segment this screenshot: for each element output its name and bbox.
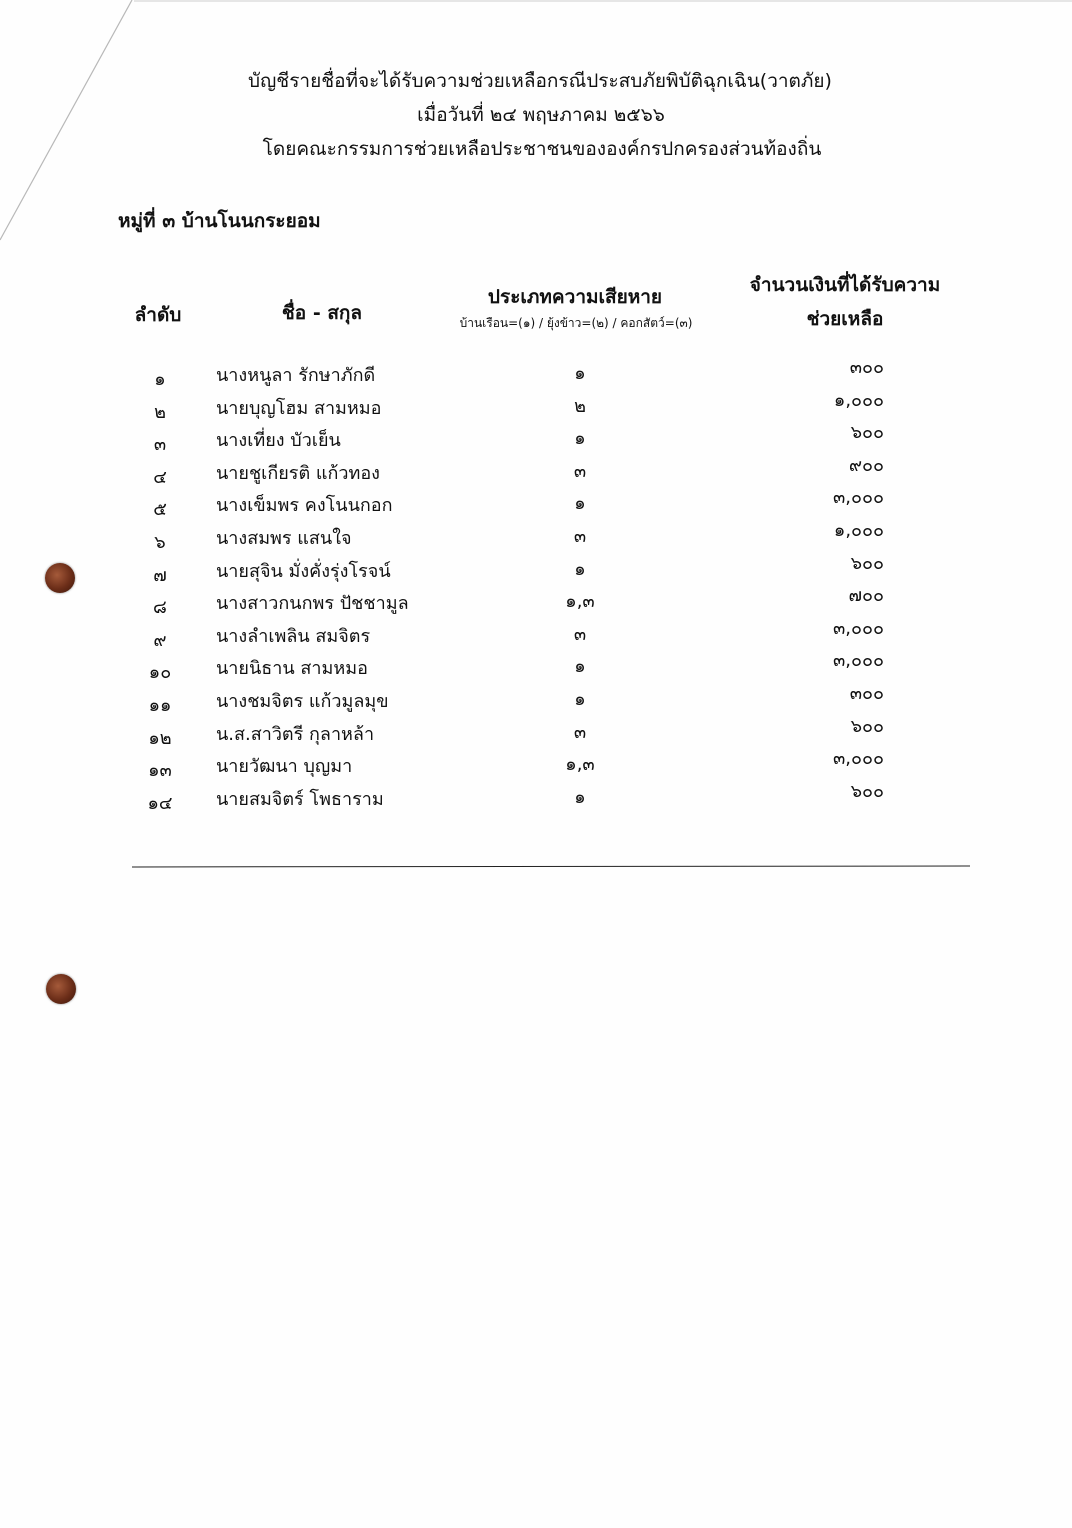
table-row — [0, 423, 1072, 456]
row-name: นายสมจิตร์ โพธาราม — [216, 788, 384, 810]
row-index: ๗ — [153, 564, 167, 586]
table-row — [0, 391, 1072, 424]
table-row — [0, 521, 1072, 554]
row-amount: ๖๐๐ — [850, 715, 884, 737]
header-damage-type-legend: บ้านเรือน=(๑) / ยุ้งข้าว=(๒) / คอกสัตว์=(๓) — [459, 316, 693, 330]
row-index: ๑๓ — [148, 760, 172, 782]
table-row — [0, 586, 1072, 619]
row-index: ๖ — [154, 531, 166, 553]
row-damage-type: ๓ — [573, 721, 587, 743]
row-damage-type: ๑,๓ — [565, 591, 595, 613]
row-name: นายสุจิน มั่งคั่งรุ่งโรจน์ — [216, 560, 391, 582]
row-amount: ๓,๐๐๐ — [833, 748, 884, 770]
row-index: ๘ — [153, 597, 167, 619]
row-index: ๔ — [153, 466, 167, 488]
row-index: ๑๑ — [148, 694, 172, 716]
row-damage-type: ๑ — [574, 428, 586, 450]
row-name: นายบุญโฮม สามหมอ — [216, 397, 382, 419]
header-name: ชื่อ - สกุล — [281, 302, 363, 324]
row-amount: ๓๐๐ — [849, 682, 884, 704]
header-index: ลำดับ — [134, 304, 182, 326]
row-amount: ๖๐๐ — [850, 422, 884, 444]
row-damage-type: ๑ — [574, 786, 586, 808]
table-row — [0, 488, 1072, 521]
row-amount: ๓,๐๐๐ — [833, 617, 884, 639]
table-row — [0, 684, 1072, 717]
row-index: ๑๔ — [147, 792, 173, 814]
header-amount-line-2: ช่วยเหลือ — [806, 308, 884, 330]
table-row — [0, 782, 1072, 815]
row-index: ๑๒ — [148, 727, 172, 749]
row-damage-type: ๑ — [574, 688, 586, 710]
row-name: นางเที่ยง บัวเย็น — [216, 430, 341, 452]
table-row — [0, 456, 1072, 489]
row-amount: ๖๐๐ — [850, 780, 884, 802]
row-damage-type: ๓ — [573, 525, 587, 547]
row-damage-type: ๑ — [574, 363, 586, 384]
row-index: ๓ — [153, 434, 167, 456]
row-name: นางสาวกนกพร ปัชชามูล — [216, 593, 409, 615]
row-name: นายชูเกียรติ แก้วทอง — [216, 462, 380, 484]
row-amount: ๗๐๐ — [848, 585, 884, 607]
row-name: นางชมจิตร แก้วมูลมุข — [216, 690, 389, 712]
row-index: ๙ — [153, 629, 167, 651]
row-amount: ๙๐๐ — [848, 454, 884, 476]
row-index: ๑๐ — [148, 662, 172, 684]
punch-hole-bottom — [46, 974, 76, 1004]
row-index: ๒ — [154, 401, 166, 423]
table-row — [0, 358, 1072, 391]
row-damage-type: ๑,๓ — [565, 754, 595, 776]
table-row — [0, 717, 1072, 750]
row-damage-type: ๒ — [574, 395, 586, 417]
document-title — [0, 64, 1072, 166]
recipient-table — [0, 358, 1072, 814]
table-row — [0, 749, 1072, 782]
row-name: นางลำเพลิน สมจิตร — [216, 625, 371, 647]
row-name: นางหนูลา รักษาภักดี — [216, 365, 376, 386]
row-damage-type: ๑ — [574, 656, 586, 678]
header-damage-type: ประเภทความเสียหาย — [487, 286, 663, 308]
table-row — [0, 554, 1072, 587]
row-name: นายนิธาน สามหมอ — [216, 658, 368, 680]
row-damage-type: ๓ — [573, 460, 587, 482]
row-amount: ๖๐๐ — [850, 552, 884, 574]
row-index: ๕ — [153, 499, 167, 521]
row-name: นางสมพร แสนใจ — [216, 527, 352, 549]
row-amount: ๑,๐๐๐ — [833, 519, 884, 541]
row-damage-type: ๓ — [573, 623, 587, 645]
row-damage-type: ๑ — [574, 558, 586, 580]
row-name: นางเข็มพร คงโนนกอก — [216, 495, 393, 517]
table-row — [0, 651, 1072, 684]
row-amount: ๑,๐๐๐ — [833, 389, 884, 411]
row-amount: ๓,๐๐๐ — [833, 650, 884, 672]
title-line-3: โดยคณะกรรมการช่วยเหลือประชาชนขององค์กรปกครองส่วนท้องถิ่น — [262, 138, 822, 160]
row-damage-type: ๑ — [574, 493, 586, 515]
closing-rule — [132, 866, 970, 868]
row-amount: ๓๐๐ — [849, 357, 884, 378]
title-line-1: บัญชีรายชื่อที่จะได้รับความช่วยเหลือกรณีประสบภัยพิบัติฉุกเฉิน(วาตภัย) — [248, 70, 832, 92]
row-name: น.ส.สาวิตรี กุลาหล้า — [216, 723, 375, 745]
row-amount: ๓,๐๐๐ — [833, 487, 884, 509]
village-heading: หมู่ที่ ๓ บ้านโนนกระยอม — [118, 210, 321, 232]
row-index: ๑ — [154, 369, 166, 390]
title-line-2: เมื่อวันที่ ๒๔ พฤษภาคม ๒๕๖๖ — [417, 104, 665, 126]
table-row — [0, 619, 1072, 652]
header-amount-line-1: จำนวนเงินที่ได้รับความ — [749, 274, 941, 296]
row-name: นายวัฒนา บุญมา — [216, 756, 353, 778]
